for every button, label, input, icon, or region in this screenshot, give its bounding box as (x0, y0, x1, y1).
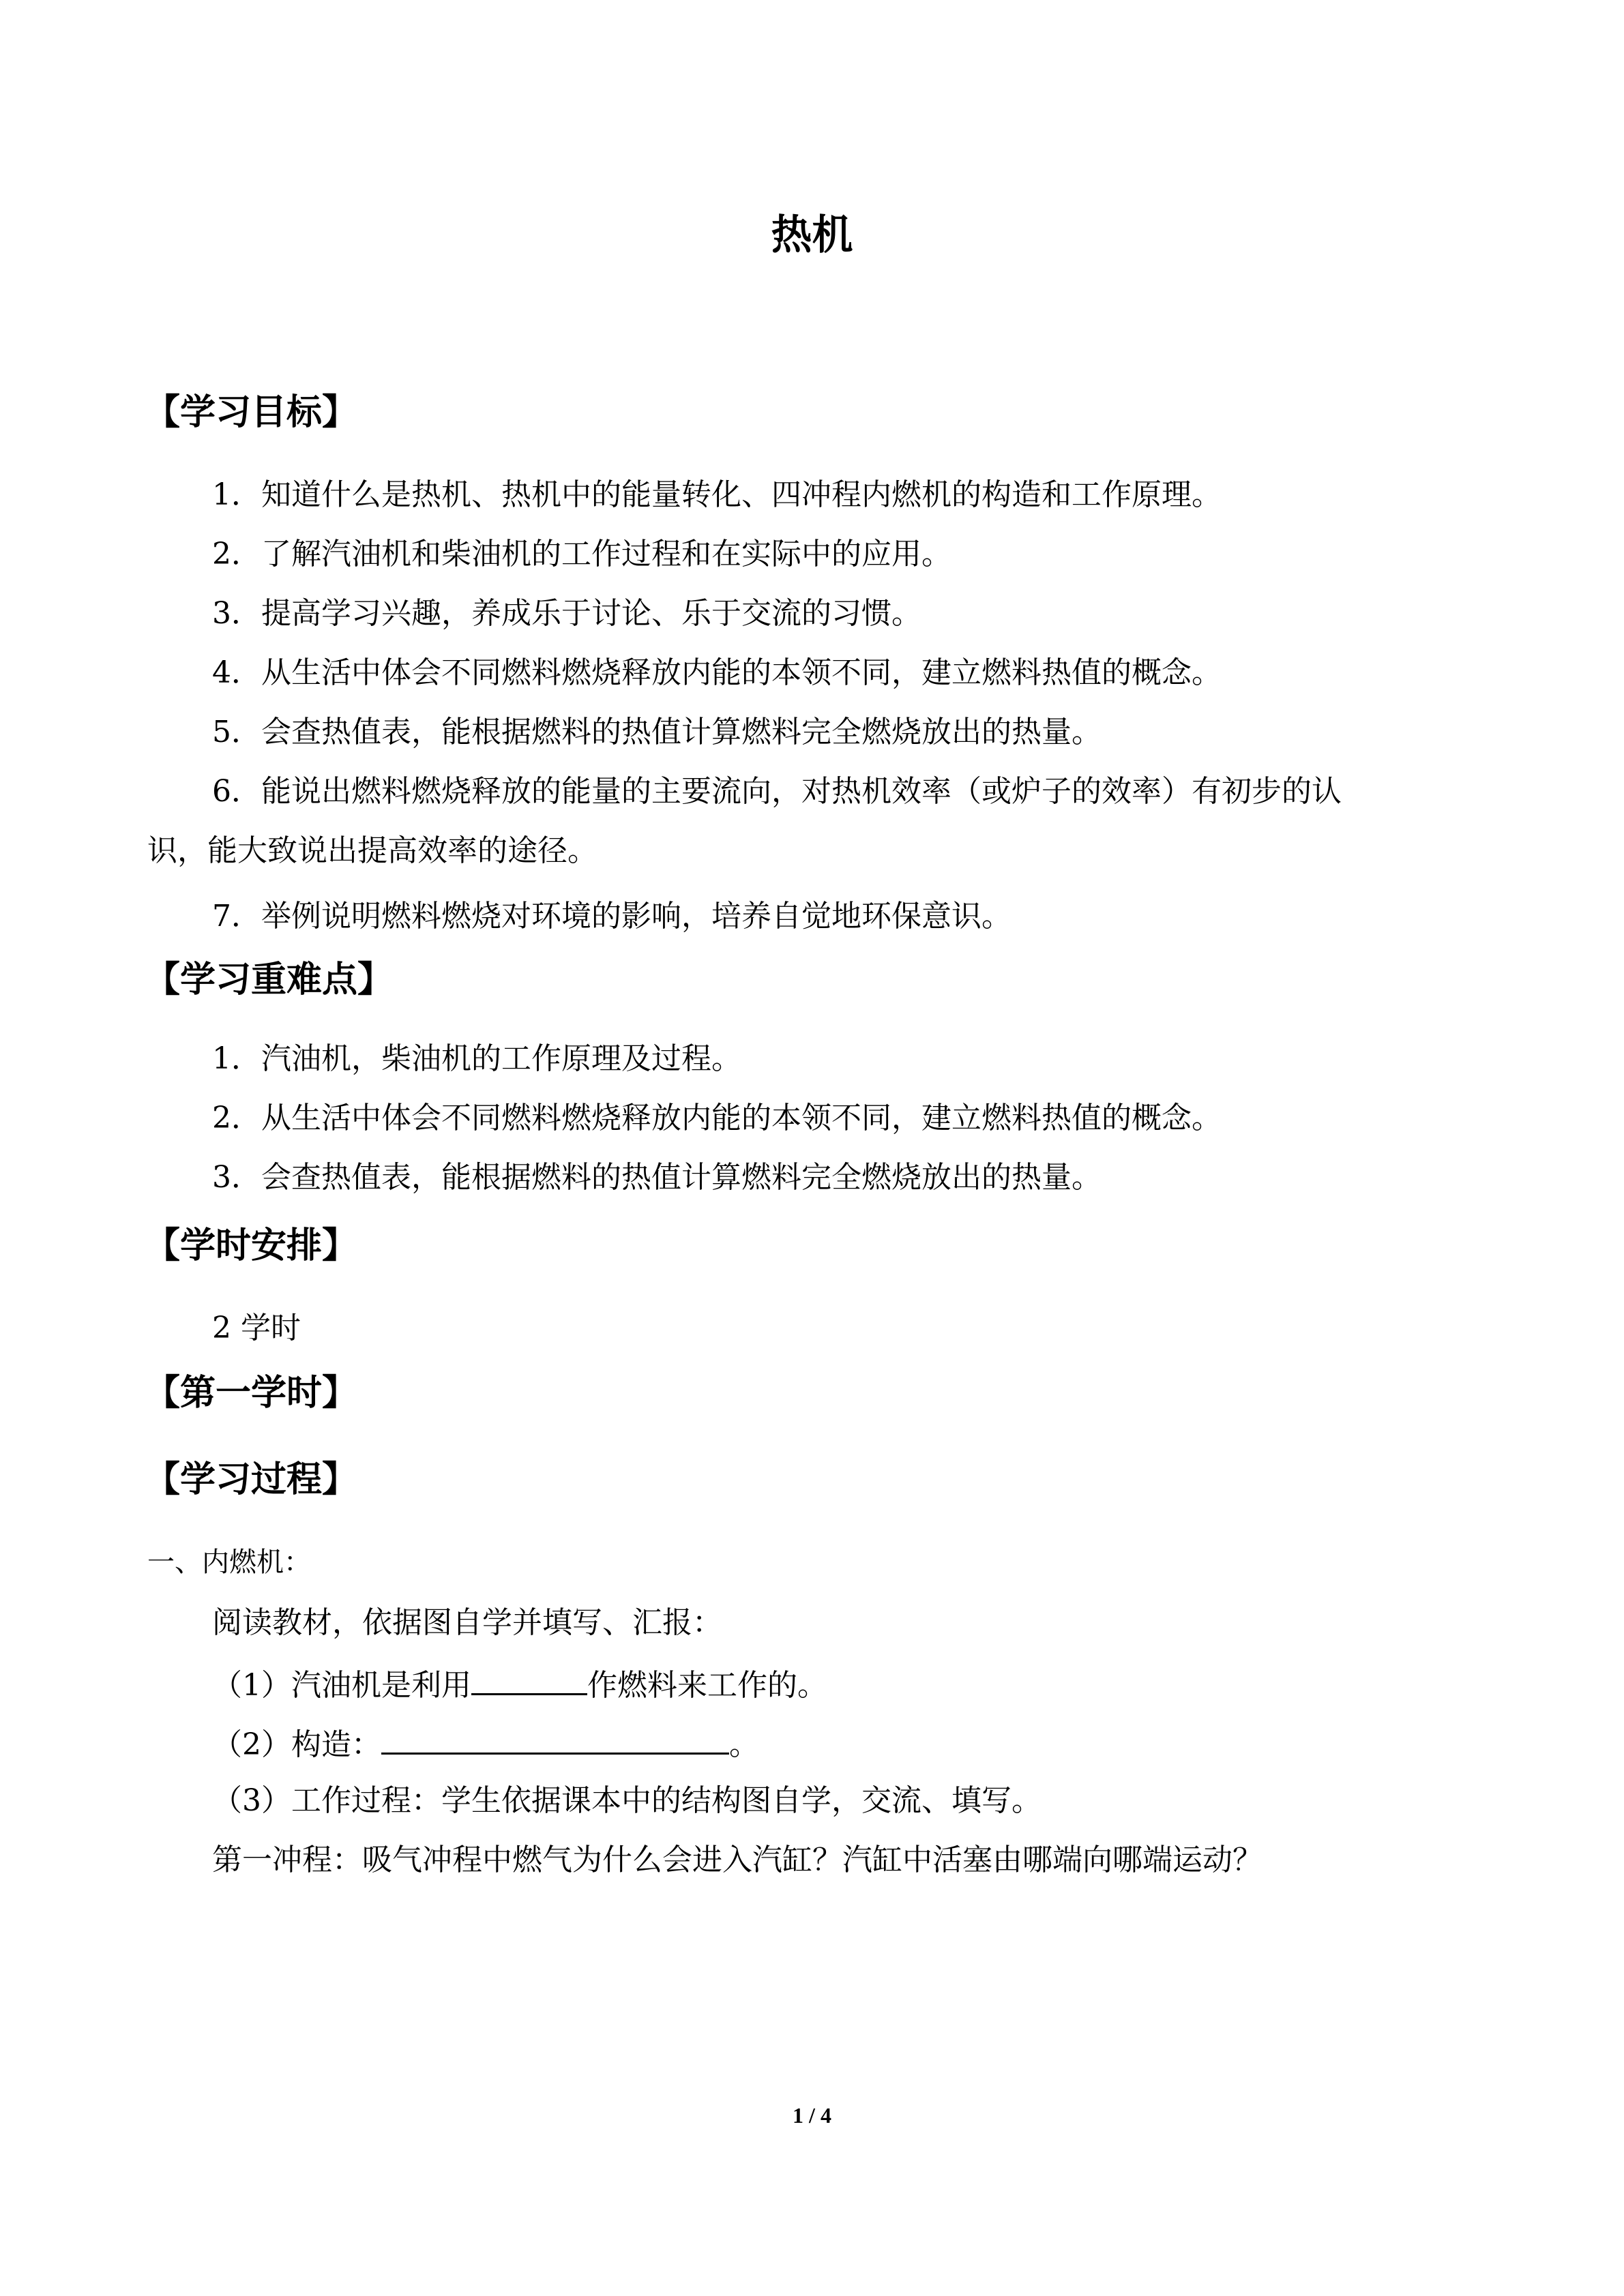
key-point-item: 3．会查热值表，能根据燃料的热值计算燃料完全燃烧放出的热量。 (212, 1160, 1102, 1195)
question-3: （3）工作过程：学生依据课本中的结构图自学，交流、填写。 (212, 1783, 1042, 1818)
objective-item: 1．知道什么是热机、热机中的能量转化、四冲程内燃机的构造和工作原理。 (212, 477, 1222, 512)
objective-item: 5．会查热值表，能根据燃料的热值计算燃料完全燃烧放出的热量。 (212, 715, 1102, 749)
question-1 (212, 1662, 827, 1706)
question-2 (212, 1721, 759, 1765)
question-1-text-before: （1）汽油机是利用 (212, 1668, 471, 1703)
process-item-internal-combustion-engine: 一、内燃机： (147, 1547, 311, 1578)
fill-in-blank (381, 1721, 729, 1755)
schedule-heading: 【学时安排】 (145, 1225, 358, 1266)
objective-item-continuation: 识，能大致说出提高效率的途径。 (147, 833, 597, 868)
objective-item: 3．提高学习兴趣，养成乐于讨论、乐于交流的习惯。 (212, 596, 921, 631)
key-point-item: 2．从生活中体会不同燃料燃烧释放内能的本领不同，建立燃料热值的概念。 (212, 1101, 1222, 1135)
question-1-text-after: 作燃料来工作的。 (587, 1668, 827, 1703)
fill-in-blank (471, 1662, 587, 1695)
question-2-text-before: （2）构造： (212, 1727, 381, 1762)
key-point-item: 1．汽油机，柴油机的工作原理及过程。 (212, 1041, 741, 1076)
objective-item: 4．从生活中体会不同燃料燃烧释放内能的本领不同，建立燃料热值的概念。 (212, 655, 1222, 690)
document-title: 热机 (771, 211, 853, 259)
schedule-text: 2 学时 (212, 1311, 301, 1345)
objective-item: 2．了解汽油机和柴油机的工作过程和在实际中的应用。 (212, 537, 951, 571)
process-heading: 【学习过程】 (145, 1459, 358, 1500)
objectives-heading: 【学习目标】 (145, 392, 358, 433)
key-points-heading: 【学习重难点】 (145, 959, 394, 1000)
process-instruction: 阅读教材，依据图自学并填写、汇报： (212, 1605, 722, 1640)
stroke-1-question: 第一冲程：吸气冲程中燃气为什么会进入汽缸？汽缸中活塞由哪端向哪端运动？ (212, 1843, 1263, 1877)
question-2-text-after: 。 (729, 1727, 759, 1762)
first-period-heading: 【第一学时】 (145, 1373, 358, 1414)
page-number: 1 / 4 (793, 2103, 831, 2128)
objective-item: 7．举例说明燃料燃烧对环境的影响，培养自觉地环保意识。 (212, 899, 1012, 934)
objective-item: 6．能说出燃料燃烧释放的能量的主要流向，对热机效率（或炉子的效率）有初步的认 (212, 774, 1342, 809)
